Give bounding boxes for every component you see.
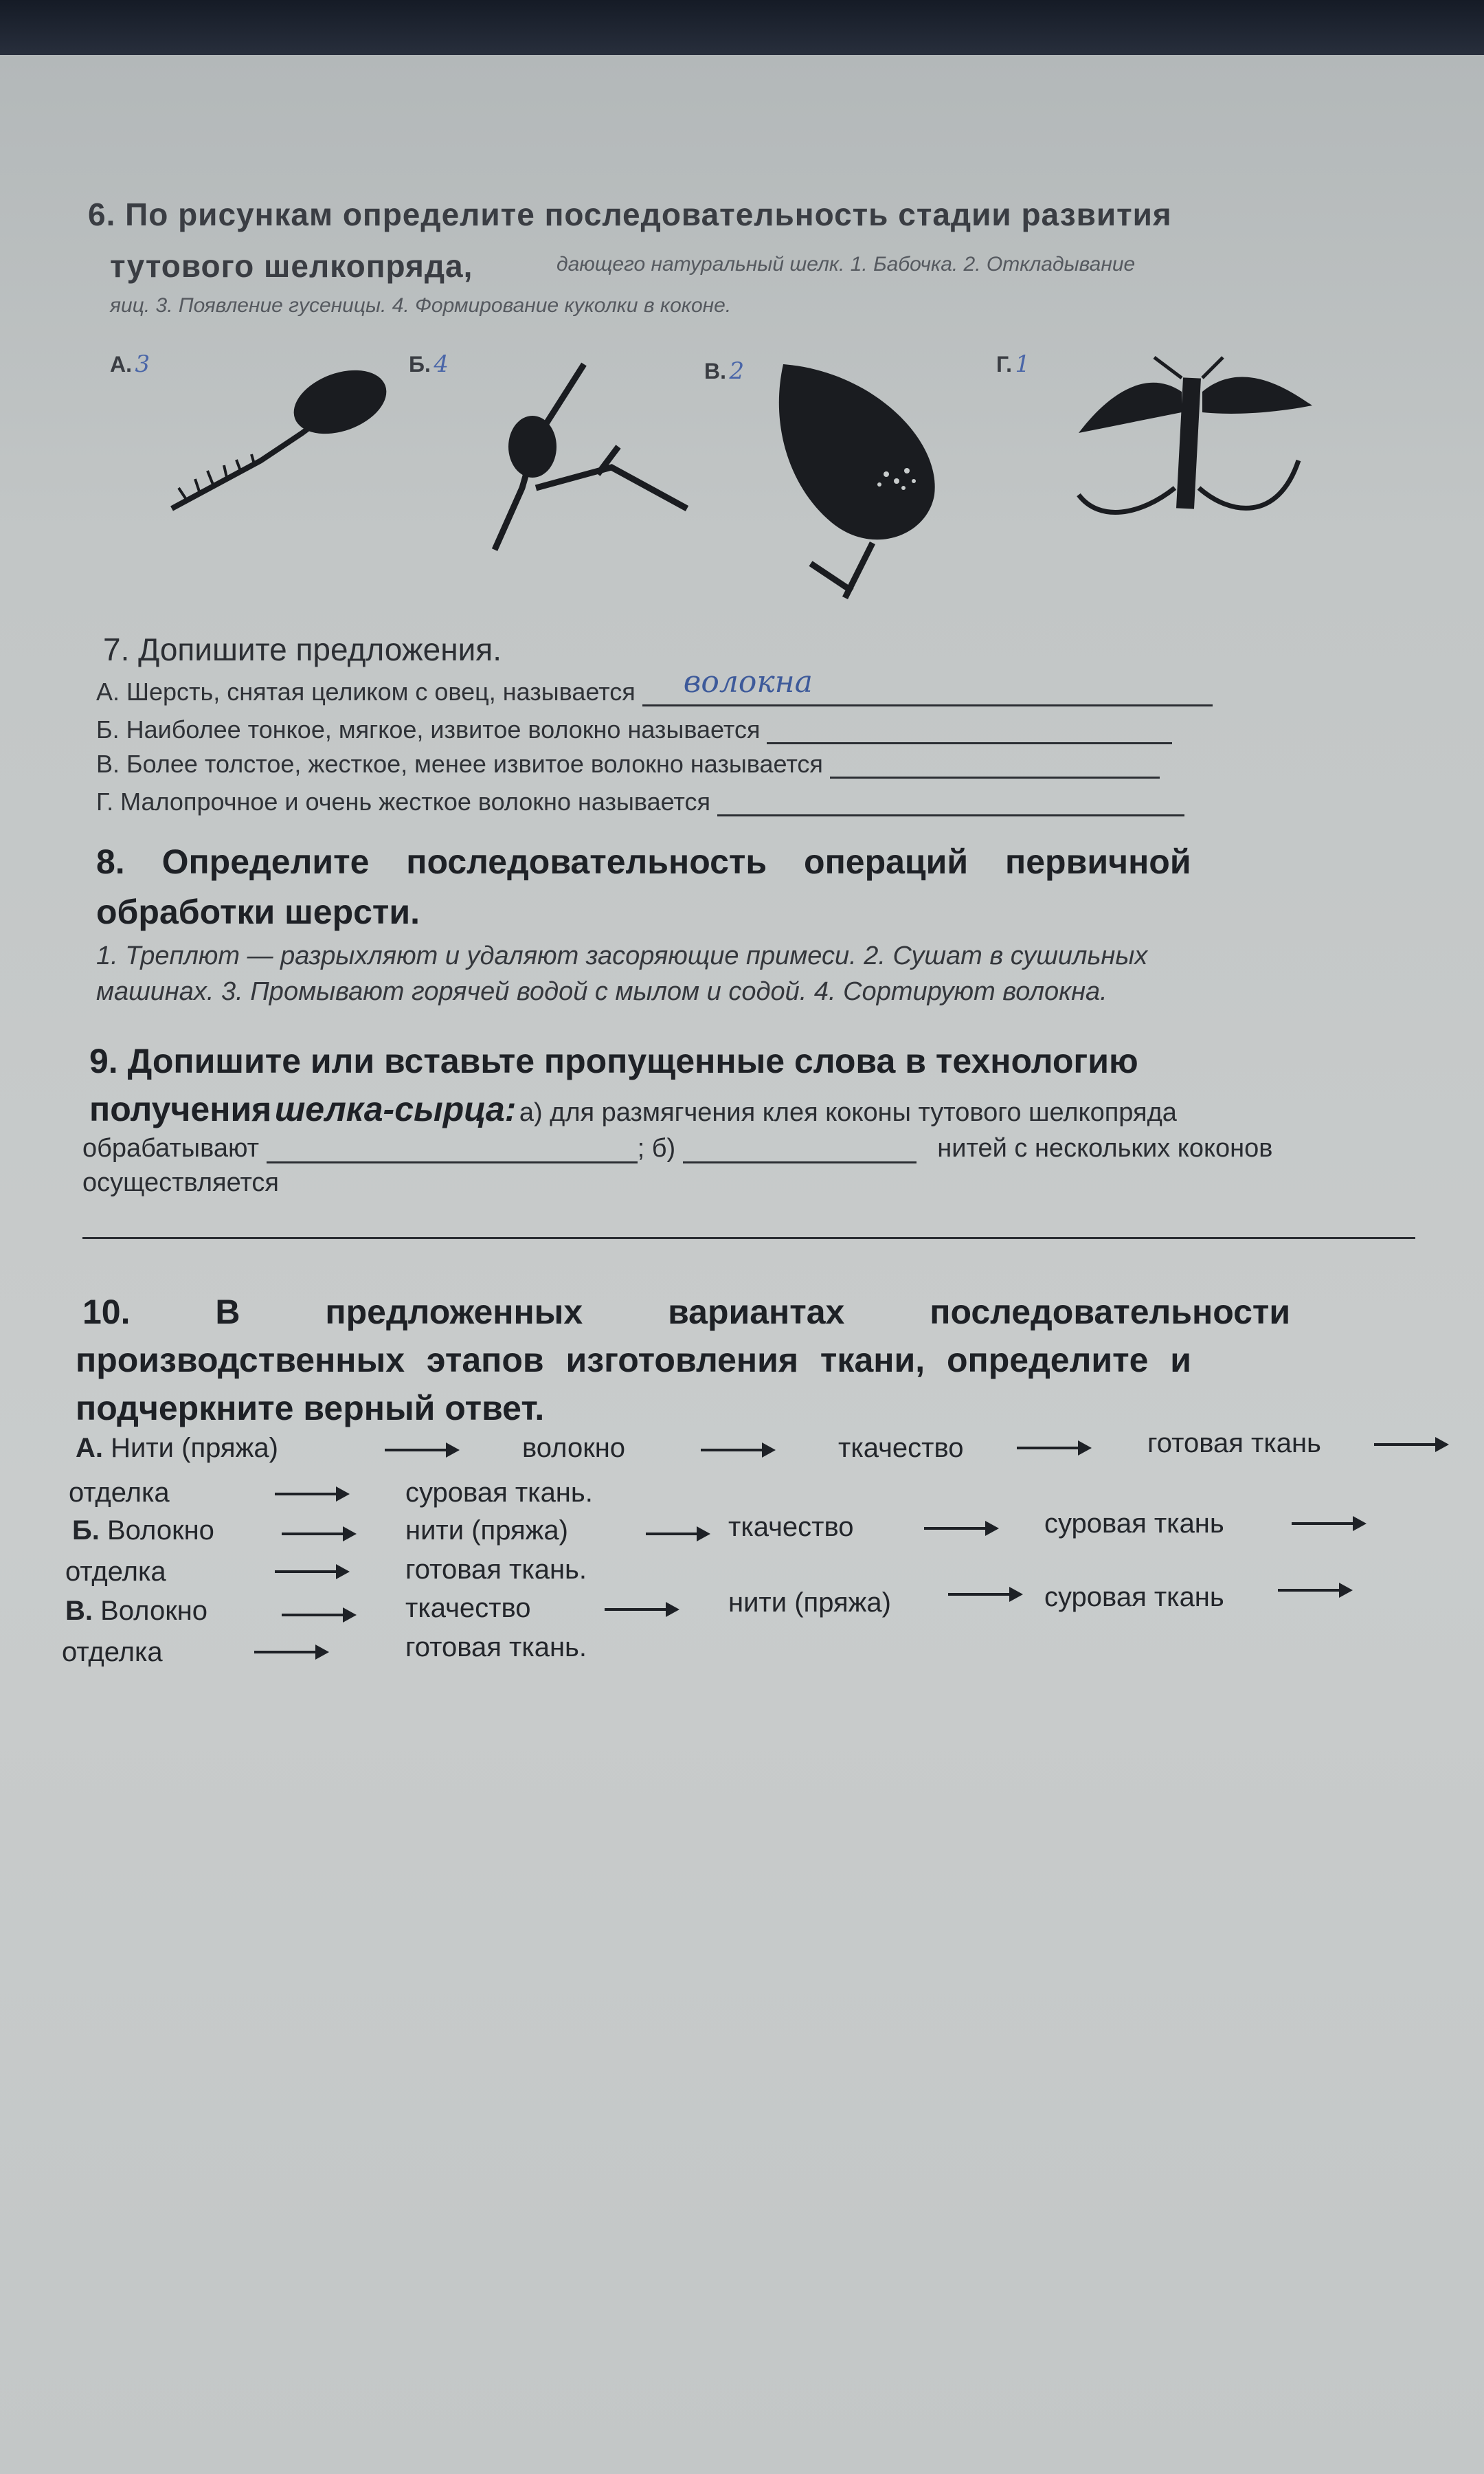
q7-item-a-text: А. Шерсть, снятая целиком с овец, называется xyxy=(96,678,636,706)
figure-g-label xyxy=(996,350,1030,378)
option-a[interactable] xyxy=(76,1433,278,1464)
figure-g-butterfly xyxy=(1072,350,1319,529)
q10-title-line1 xyxy=(82,1292,1290,1332)
option-v-arrow1 xyxy=(282,1614,354,1616)
q7-item-v xyxy=(96,749,1160,779)
option-b-arrow5 xyxy=(275,1570,347,1573)
q7-item-b-text: Б. Наиболее тонкое, мягкое, извитое волокно называется xyxy=(96,715,761,744)
figure-g-letter: Г. xyxy=(996,352,1013,377)
option-a-step4: готовая ткань xyxy=(1147,1428,1321,1458)
option-v[interactable] xyxy=(65,1596,207,1627)
q8-title-line1 xyxy=(96,842,1484,882)
q10-title-text1: 10. В предложенных вариантах последовательности xyxy=(82,1293,1291,1331)
option-v-step1: Волокно xyxy=(100,1596,208,1626)
figure-v-answer: 2 xyxy=(729,357,745,385)
q9-line3 xyxy=(82,1134,1272,1163)
q7-item-a-blank[interactable] xyxy=(642,665,1213,706)
q9-line3-c: нитей с нескольких коконов xyxy=(937,1134,1273,1163)
figure-a-letter: А. xyxy=(110,352,132,377)
q7-item-g-blank[interactable] xyxy=(717,787,1184,816)
q9-line3-b: ; б) xyxy=(637,1134,676,1163)
figure-a-label xyxy=(110,350,150,378)
q9-title-word: получения xyxy=(89,1090,272,1128)
q7-item-g xyxy=(96,787,1184,816)
figure-a-caterpillar-on-branch xyxy=(165,350,392,522)
q7-title: 7. Допишите предложения. xyxy=(103,632,502,667)
figure-v-label xyxy=(704,357,744,385)
q8-title-line2: обработки шерсти. xyxy=(96,893,420,931)
q9-title-line1: 9. Допишите или вставьте пропущенные слова в технологию xyxy=(89,1042,1138,1080)
q7-item-b-blank[interactable] xyxy=(767,715,1172,744)
option-a-step5: отделка xyxy=(69,1478,170,1508)
figure-b-answer: 4 xyxy=(434,350,449,378)
q8-body-line1: 1. Треплют — разрыхляют и удаляют засоряющие примеси. 2. Сушат в сушильных xyxy=(96,941,1148,970)
option-b-arrow2 xyxy=(646,1533,708,1535)
figure-v-leaf-with-eggs xyxy=(769,357,948,612)
figure-a-answer: 3 xyxy=(135,350,150,378)
option-a-step1: Нити (пряжа) xyxy=(111,1433,278,1463)
option-b-arrow3 xyxy=(924,1527,996,1530)
option-b-step4: суровая ткань xyxy=(1044,1508,1224,1539)
option-b-arrow4 xyxy=(1292,1522,1364,1525)
q7-item-a xyxy=(96,665,1213,706)
q7-item-v-blank[interactable] xyxy=(830,749,1160,779)
q6-line3: яиц. 3. Появление гусеницы. 4. Формирование куколки в коконе. xyxy=(110,294,732,317)
q6-title-rest: дающего натуральный шелк. 1. Бабочка. 2. Откладывание xyxy=(556,253,1136,276)
option-a-step3: ткачество xyxy=(838,1433,964,1463)
q10-title-line3: подчеркните верный ответ. xyxy=(76,1389,545,1427)
q7-item-g-text: Г. Малопрочное и очень жесткое волокно называется xyxy=(96,788,710,816)
q6-title-line1: 6. По рисункам определите последовательность стадии развития xyxy=(88,197,1172,232)
option-a-letter: А. xyxy=(76,1433,103,1463)
figure-v-letter: В. xyxy=(704,359,726,383)
option-v-step5: отделка xyxy=(62,1637,163,1667)
option-b-letter: Б. xyxy=(72,1515,100,1546)
option-a-arrow2 xyxy=(701,1449,773,1451)
option-v-arrow2 xyxy=(605,1608,677,1611)
option-a-arrow1 xyxy=(385,1449,457,1451)
option-v-step4: суровая ткань xyxy=(1044,1582,1224,1612)
option-a-arrow3 xyxy=(1017,1447,1089,1449)
option-a-step2: волокно xyxy=(522,1433,626,1463)
q7-item-a-answer: волокна xyxy=(683,665,813,700)
option-v-step2: ткачество xyxy=(405,1593,531,1623)
q7-item-b xyxy=(96,715,1172,744)
option-a-arrow4 xyxy=(1374,1443,1446,1446)
option-v-letter: В. xyxy=(65,1596,93,1626)
figure-g-answer: 1 xyxy=(1015,350,1031,378)
option-v-step3: нити (пряжа) xyxy=(728,1587,891,1618)
q9-blank-c[interactable] xyxy=(82,1237,1415,1239)
q7-item-v-text: В. Более толстое, жесткое, менее извитое волокно называется xyxy=(96,750,823,778)
q8-title-text: 8. Определите последовательность операций первичной xyxy=(96,843,1191,881)
option-b-step3: ткачество xyxy=(728,1512,854,1542)
q9-title-italic: шелка-сырца: xyxy=(274,1090,517,1128)
option-v-arrow3 xyxy=(948,1593,1020,1596)
q9-blank-b[interactable] xyxy=(683,1134,917,1163)
option-b-step5: отделка xyxy=(65,1557,166,1587)
q8-body-line2: машинах. 3. Промывают горячей водой с мылом и содой. 4. Сортируют волокна. xyxy=(96,977,1108,1006)
figure-b-cocoon-on-branch xyxy=(481,350,701,557)
option-a-step6: суровая ткань. xyxy=(405,1478,593,1508)
option-v-step6: готовая ткань. xyxy=(405,1632,587,1662)
q6-title-line2: тутового шелкопряда, xyxy=(110,248,473,284)
q9-after-title: а) для размягчения клея коконы тутового шелкопряда xyxy=(519,1098,1177,1127)
option-b-arrow1 xyxy=(282,1533,354,1535)
q10-title-line2: производственных этапов изготовления ткани, определите и xyxy=(76,1341,1192,1379)
figure-b-letter: Б. xyxy=(409,352,431,377)
q9-blank-a[interactable] xyxy=(267,1134,638,1163)
q9-line3-a: обрабатывают xyxy=(82,1134,260,1163)
q9-line4: осуществляется xyxy=(82,1168,280,1197)
option-v-arrow4 xyxy=(1278,1589,1350,1592)
option-b-step6: готовая ткань. xyxy=(405,1554,587,1585)
option-b-step1: Волокно xyxy=(107,1515,214,1546)
option-a-arrow5 xyxy=(275,1493,347,1495)
option-b[interactable] xyxy=(72,1515,214,1546)
figure-b-label xyxy=(409,350,449,378)
q9-title-line2 xyxy=(89,1089,1177,1129)
option-v-arrow5 xyxy=(254,1651,326,1653)
option-b-step2: нити (пряжа) xyxy=(405,1515,568,1546)
